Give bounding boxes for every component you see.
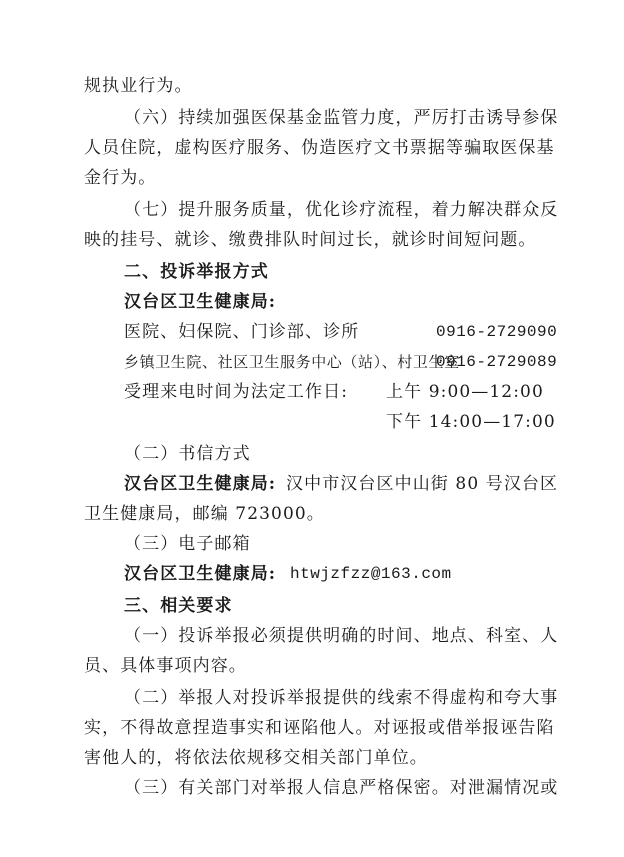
text-line: 实，不得故意捏造事实和诬陷他人。对诬报或借举报诬告陷 bbox=[84, 718, 555, 738]
contact-phone: 0916-2729089 bbox=[436, 353, 558, 371]
contact-phone: 0916-2729090 bbox=[436, 323, 558, 341]
text-line: （六）持续加强医保基金监管力度，严厉打击诱导参保 bbox=[124, 108, 559, 128]
section-heading: 三、相关要求 bbox=[124, 596, 233, 616]
text-line: 映的挂号、就诊、缴费排队时间过长，就诊时间短问题。 bbox=[84, 230, 537, 250]
text-line: （一）投诉举报必须提供明确的时间、地点、科室、人 bbox=[124, 626, 559, 646]
text-line: 害他人的，将依法依规移交相关部门单位。 bbox=[84, 748, 428, 768]
contact-label: 乡镇卫生院、社区卫生服务中心（站）、村卫生室 bbox=[124, 353, 460, 371]
hours-afternoon: 下午 14:00—17:00 bbox=[386, 412, 556, 432]
hours-morning: 上午 9:00—12:00 bbox=[386, 382, 544, 402]
org-name: 汉台区卫生健康局: bbox=[124, 564, 277, 584]
text-line: （二）举报人对投诉举报提供的线索不得虚构和夸大事 bbox=[124, 688, 559, 708]
contact-label: 医院、妇保院、门诊部、诊所 bbox=[124, 322, 360, 342]
subsection-heading: （二）书信方式 bbox=[124, 444, 251, 464]
text-line: 规执业行为。 bbox=[84, 76, 193, 96]
org-name: 汉台区卫生健康局: bbox=[124, 474, 277, 494]
subsection-heading: （三）电子邮箱 bbox=[124, 534, 251, 554]
text-line: 金行为。 bbox=[84, 168, 157, 188]
section-heading: 二、投诉举报方式 bbox=[124, 262, 269, 282]
org-name: 汉台区卫生健康局: bbox=[124, 292, 277, 312]
postal-address: 汉中市汉台区中山街 80 号汉台区 bbox=[286, 474, 559, 494]
hours-label: 受理来电时间为法定工作日: bbox=[124, 382, 349, 402]
email-address: htwjzfzz@163.com bbox=[290, 565, 452, 583]
text-line: （三）有关部门对举报人信息严格保密。对泄漏情况或 bbox=[124, 778, 559, 798]
postal-address: 卫生健康局，邮编 723000。 bbox=[84, 504, 325, 524]
text-line: 人员住院，虚构医疗服务、伪造医疗文书票据等骗取医保基 bbox=[84, 138, 555, 158]
text-line: 员、具体事项内容。 bbox=[84, 656, 247, 676]
text-line: （七）提升服务质量，优化诊疗流程，着力解决群众反 bbox=[124, 200, 559, 220]
